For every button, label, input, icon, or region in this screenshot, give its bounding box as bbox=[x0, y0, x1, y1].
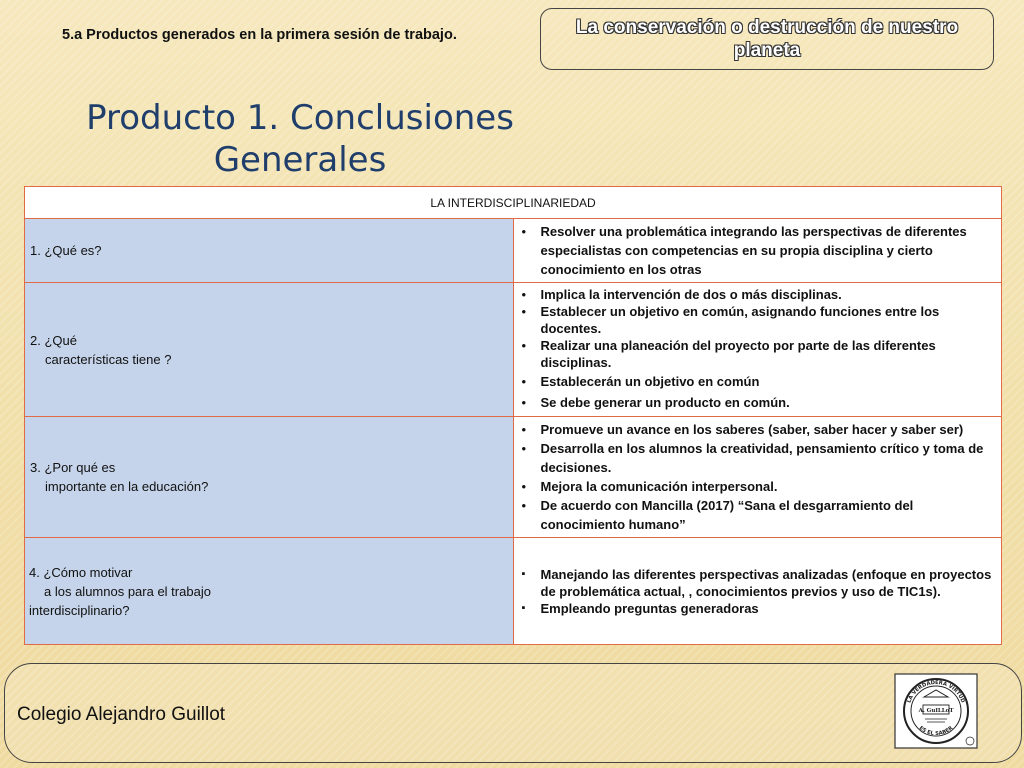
section-subtitle: 5.a Productos generados en la primera sesión de trabajo. bbox=[62, 27, 457, 43]
school-name: Colegio Alejandro Guillot bbox=[17, 704, 226, 725]
list-item: • Resolver una problemática integrando las perspectivas de diferentes especialistas con competencias en su propia disciplina y cierto conocimiento en los otras bbox=[522, 222, 994, 279]
list-item: ▪ Manejando las diferentes perspectivas analizadas (enfoque en proyectos de problemática actual, , conocimientos previos y uso de TIC1s). bbox=[522, 566, 994, 600]
school-seal-icon bbox=[894, 673, 978, 749]
list-item: • Realizar una planeación del proyecto por parte de las diferentes disciplinas. bbox=[522, 337, 994, 371]
seal-motto-bottom: ES EL SABER bbox=[917, 725, 955, 738]
list-item: • Implica la intervención de dos o más disciplinas. bbox=[522, 286, 994, 303]
answer-cell bbox=[513, 538, 1002, 645]
question-cell bbox=[25, 219, 514, 283]
list-item: • Mejora la comunicación interpersonal. bbox=[522, 477, 994, 496]
question-cell bbox=[25, 417, 514, 538]
question-text: 4. ¿Cómo motivar bbox=[29, 564, 133, 580]
list-item: • Promueve un avance en los saberes (saber, saber hacer y saber ser) bbox=[522, 420, 994, 439]
table-row bbox=[25, 538, 1002, 645]
answer-cell bbox=[513, 219, 1002, 283]
question-text-continued: características tiene ? bbox=[45, 351, 172, 367]
seal-motto-top: LA VERDADERA VIRTUD bbox=[906, 679, 966, 704]
table-heading: LA INTERDISCIPLINARIEDAD bbox=[25, 187, 1002, 219]
question-text-last: interdisciplinario? bbox=[29, 602, 130, 618]
list-item: ▪ Empleando preguntas generadoras bbox=[522, 600, 994, 617]
list-item: • Establecer un objetivo en común, asignando funciones entre los docentes. bbox=[522, 303, 994, 337]
topic-banner: La conservación o destrucción de nuestro planeta bbox=[540, 8, 994, 70]
question-text: 1. ¿Qué es? bbox=[30, 243, 102, 258]
table-header-row bbox=[25, 187, 1002, 219]
answer-cell bbox=[513, 417, 1002, 538]
table-row bbox=[25, 283, 1002, 417]
list-item: • Desarrolla en los alumnos la creatividad, pensamiento crítico y toma de decisiones. bbox=[522, 439, 994, 477]
list-item: • Establecerán un objetivo en común bbox=[522, 371, 994, 392]
interdisciplinarity-table bbox=[24, 186, 1002, 645]
answer-cell bbox=[513, 283, 1002, 417]
question-text: 3. ¿Por qué es bbox=[30, 460, 116, 475]
footer-bar bbox=[4, 663, 1022, 763]
table-row bbox=[25, 219, 1002, 283]
list-item: • De acuerdo con Mancilla (2017) “Sana el desgarramiento del conocimiento humano” bbox=[522, 496, 994, 534]
seal-center-text: A. GuILLoT bbox=[918, 708, 954, 714]
question-text-continued: a los alumnos para el trabajo bbox=[44, 583, 211, 599]
question-cell bbox=[25, 538, 514, 645]
page-title: Producto 1. Conclusiones Generales bbox=[86, 98, 514, 180]
question-text: 2. ¿Qué bbox=[30, 332, 77, 348]
question-cell bbox=[25, 283, 514, 417]
table-row bbox=[25, 417, 1002, 538]
list-item: • Se debe generar un producto en común. bbox=[522, 392, 994, 413]
question-text-continued: importante en la educación? bbox=[45, 479, 209, 494]
